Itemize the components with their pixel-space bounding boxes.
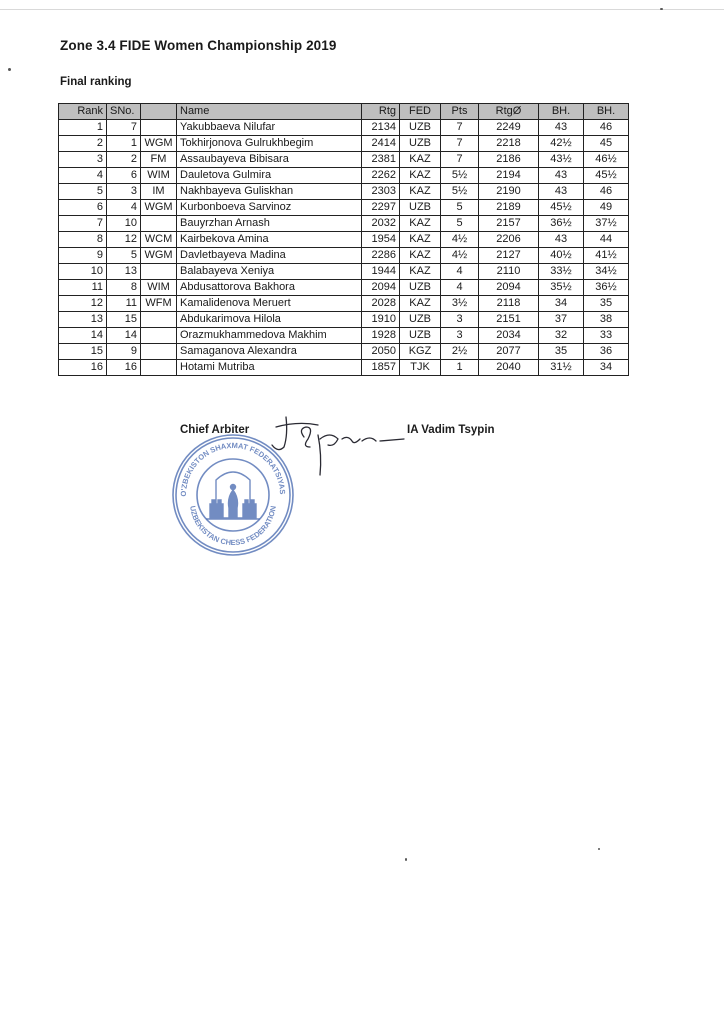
cell-start-number: 15: [107, 312, 141, 328]
cell-buchholz-1: 43½: [539, 152, 584, 168]
cell-start-number: 12: [107, 232, 141, 248]
cell-buchholz-2: 41½: [584, 248, 629, 264]
cell-rating: 1928: [362, 328, 400, 344]
cell-buchholz-2: 36½: [584, 280, 629, 296]
cell-federation: UZB: [400, 136, 441, 152]
table-header-row: [59, 104, 629, 120]
cell-avg-rating: 2151: [479, 312, 539, 328]
cell-points: 5½: [441, 184, 479, 200]
cell-player-name: Abdusattorova Bakhora: [177, 280, 362, 296]
table-row: [59, 296, 629, 312]
table-row: [59, 216, 629, 232]
cell-rating: 1944: [362, 264, 400, 280]
cell-start-number: 14: [107, 328, 141, 344]
table-row: [59, 328, 629, 344]
cell-points: 7: [441, 152, 479, 168]
cell-start-number: 13: [107, 264, 141, 280]
cell-buchholz-2: 46: [584, 120, 629, 136]
cell-rank: 10: [59, 264, 107, 280]
cell-player-name: Kamalidenova Meruert: [177, 296, 362, 312]
chief-arbiter-name: IA Vadim Tsypin: [407, 424, 495, 436]
cell-buchholz-1: 43: [539, 168, 584, 184]
cell-federation: KAZ: [400, 216, 441, 232]
cell-player-name: Bauyrzhan Arnash: [177, 216, 362, 232]
scan-speck: [598, 848, 600, 850]
cell-buchholz-2: 36: [584, 344, 629, 360]
ranking-table-body: [59, 120, 629, 376]
cell-points: 5: [441, 200, 479, 216]
cell-rank: 13: [59, 312, 107, 328]
cell-start-number: 5: [107, 248, 141, 264]
cell-start-number: 6: [107, 168, 141, 184]
cell-federation: KAZ: [400, 232, 441, 248]
cell-rank: 5: [59, 184, 107, 200]
cell-avg-rating: 2157: [479, 216, 539, 232]
cell-player-name: Hotami Mutriba: [177, 360, 362, 376]
cell-points: 5½: [441, 168, 479, 184]
cell-buchholz-1: 42½: [539, 136, 584, 152]
cell-rating: 2050: [362, 344, 400, 360]
cell-points: 4: [441, 264, 479, 280]
column-header-points: Pts: [441, 104, 479, 120]
cell-title: [141, 344, 177, 360]
cell-player-name: Nakhbayeva Guliskhan: [177, 184, 362, 200]
cell-rank: 3: [59, 152, 107, 168]
table-row: [59, 248, 629, 264]
column-header-name: Name: [177, 104, 362, 120]
ranking-table: [58, 103, 629, 376]
cell-player-name: Yakubbaeva Nilufar: [177, 120, 362, 136]
cell-federation: UZB: [400, 328, 441, 344]
cell-start-number: 10: [107, 216, 141, 232]
cell-avg-rating: 2218: [479, 136, 539, 152]
table-row: [59, 344, 629, 360]
section-subtitle: Final ranking: [60, 76, 132, 88]
cell-points: 1: [441, 360, 479, 376]
table-row: [59, 280, 629, 296]
cell-start-number: 8: [107, 280, 141, 296]
cell-buchholz-2: 34½: [584, 264, 629, 280]
column-header-federation: FED: [400, 104, 441, 120]
table-row: [59, 200, 629, 216]
cell-avg-rating: 2189: [479, 200, 539, 216]
scan-edge-line: [0, 9, 724, 10]
table-row: [59, 168, 629, 184]
table-row: [59, 120, 629, 136]
table-row: [59, 312, 629, 328]
cell-start-number: 1: [107, 136, 141, 152]
cell-title: WGM: [141, 200, 177, 216]
cell-points: 3: [441, 312, 479, 328]
cell-player-name: Kurbonboeva Sarvinoz: [177, 200, 362, 216]
cell-avg-rating: 2110: [479, 264, 539, 280]
cell-federation: UZB: [400, 200, 441, 216]
cell-player-name: Dauletova Gulmira: [177, 168, 362, 184]
cell-title: WGM: [141, 248, 177, 264]
cell-buchholz-1: 37: [539, 312, 584, 328]
cell-buchholz-1: 35: [539, 344, 584, 360]
cell-federation: KAZ: [400, 184, 441, 200]
cell-title: WGM: [141, 136, 177, 152]
cell-start-number: 16: [107, 360, 141, 376]
cell-buchholz-2: 44: [584, 232, 629, 248]
cell-player-name: Assaubayeva Bibisara: [177, 152, 362, 168]
cell-points: 2½: [441, 344, 479, 360]
column-header-avg-rating: RtgØ: [479, 104, 539, 120]
cell-buchholz-1: 43: [539, 232, 584, 248]
cell-avg-rating: 2127: [479, 248, 539, 264]
cell-rank: 14: [59, 328, 107, 344]
cell-points: 5: [441, 216, 479, 232]
cell-player-name: Kairbekova Amina: [177, 232, 362, 248]
cell-avg-rating: 2094: [479, 280, 539, 296]
table-row: [59, 360, 629, 376]
cell-points: 4½: [441, 248, 479, 264]
table-row: [59, 264, 629, 280]
cell-rating: 2286: [362, 248, 400, 264]
scan-speck: [660, 8, 663, 10]
cell-buchholz-1: 36½: [539, 216, 584, 232]
cell-points: 4½: [441, 232, 479, 248]
arbiter-signature: [258, 405, 408, 485]
table-row: [59, 232, 629, 248]
cell-player-name: Tokhirjonova Gulrukhbegim: [177, 136, 362, 152]
cell-rating: 2094: [362, 280, 400, 296]
scan-speck: [8, 68, 11, 71]
cell-rating: 2032: [362, 216, 400, 232]
cell-buchholz-2: 33: [584, 328, 629, 344]
cell-rating: 1910: [362, 312, 400, 328]
table-row: [59, 152, 629, 168]
cell-rating: 1857: [362, 360, 400, 376]
cell-avg-rating: 2034: [479, 328, 539, 344]
cell-buchholz-1: 43: [539, 120, 584, 136]
cell-points: 3: [441, 328, 479, 344]
cell-buchholz-2: 49: [584, 200, 629, 216]
cell-buchholz-1: 31½: [539, 360, 584, 376]
cell-federation: UZB: [400, 280, 441, 296]
cell-rating: 2262: [362, 168, 400, 184]
seal-top-text: O'ZBEKISTON SHAXMAT FEDERATSIYAS: [178, 440, 288, 497]
cell-buchholz-2: 37½: [584, 216, 629, 232]
cell-rating: 2134: [362, 120, 400, 136]
cell-player-name: Orazmukhammedova Makhim: [177, 328, 362, 344]
cell-title: FM: [141, 152, 177, 168]
cell-buchholz-2: 34: [584, 360, 629, 376]
cell-rank: 11: [59, 280, 107, 296]
cell-player-name: Davletbayeva Madina: [177, 248, 362, 264]
cell-rating: 1954: [362, 232, 400, 248]
cell-points: 3½: [441, 296, 479, 312]
cell-buchholz-1: 45½: [539, 200, 584, 216]
cell-title: WIM: [141, 280, 177, 296]
cell-buchholz-2: 46½: [584, 152, 629, 168]
scan-speck: [405, 858, 407, 861]
table-row: [59, 184, 629, 200]
cell-title: WCM: [141, 232, 177, 248]
cell-points: 4: [441, 280, 479, 296]
cell-title: [141, 216, 177, 232]
cell-federation: KGZ: [400, 344, 441, 360]
seal-bottom-text: UZBEKISTAN CHESS FEDERATION: [188, 505, 278, 548]
cell-title: [141, 312, 177, 328]
cell-player-name: Samaganova Alexandra: [177, 344, 362, 360]
cell-start-number: 7: [107, 120, 141, 136]
cell-rating: 2028: [362, 296, 400, 312]
cell-rating: 2303: [362, 184, 400, 200]
cell-avg-rating: 2118: [479, 296, 539, 312]
column-header-buchholz-2: BH.: [584, 104, 629, 120]
cell-avg-rating: 2190: [479, 184, 539, 200]
cell-rank: 12: [59, 296, 107, 312]
cell-rank: 4: [59, 168, 107, 184]
cell-avg-rating: 2194: [479, 168, 539, 184]
cell-start-number: 4: [107, 200, 141, 216]
column-header-rating: Rtg: [362, 104, 400, 120]
cell-start-number: 2: [107, 152, 141, 168]
column-header-title: [141, 104, 177, 120]
cell-buchholz-2: 35: [584, 296, 629, 312]
cell-title: [141, 360, 177, 376]
document-title: Zone 3.4 FIDE Women Championship 2019: [60, 38, 337, 53]
chief-arbiter-label: Chief Arbiter: [180, 424, 250, 436]
chess-pieces-icon: [206, 472, 260, 519]
cell-title: IM: [141, 184, 177, 200]
cell-federation: KAZ: [400, 264, 441, 280]
cell-player-name: Balabayeva Xeniya: [177, 264, 362, 280]
cell-start-number: 9: [107, 344, 141, 360]
cell-buchholz-1: 43: [539, 184, 584, 200]
cell-avg-rating: 2206: [479, 232, 539, 248]
cell-buchholz-1: 35½: [539, 280, 584, 296]
cell-rank: 2: [59, 136, 107, 152]
cell-title: WIM: [141, 168, 177, 184]
cell-rank: 1: [59, 120, 107, 136]
cell-avg-rating: 2040: [479, 360, 539, 376]
cell-rank: 8: [59, 232, 107, 248]
cell-buchholz-2: 45: [584, 136, 629, 152]
cell-avg-rating: 2077: [479, 344, 539, 360]
column-header-buchholz-1: BH.: [539, 104, 584, 120]
cell-buchholz-1: 34: [539, 296, 584, 312]
cell-title: [141, 264, 177, 280]
cell-rank: 6: [59, 200, 107, 216]
cell-rating: 2414: [362, 136, 400, 152]
cell-federation: KAZ: [400, 296, 441, 312]
cell-federation: KAZ: [400, 168, 441, 184]
cell-buchholz-1: 33½: [539, 264, 584, 280]
cell-federation: KAZ: [400, 248, 441, 264]
cell-federation: UZB: [400, 120, 441, 136]
cell-title: [141, 120, 177, 136]
table-row: [59, 136, 629, 152]
cell-buchholz-2: 38: [584, 312, 629, 328]
cell-federation: UZB: [400, 312, 441, 328]
cell-buchholz-1: 32: [539, 328, 584, 344]
column-header-sno: SNo.: [107, 104, 141, 120]
cell-federation: TJK: [400, 360, 441, 376]
cell-rank: 7: [59, 216, 107, 232]
cell-rank: 16: [59, 360, 107, 376]
cell-start-number: 11: [107, 296, 141, 312]
cell-avg-rating: 2186: [479, 152, 539, 168]
cell-title: WFM: [141, 296, 177, 312]
column-header-rank: Rank: [59, 104, 107, 120]
cell-player-name: Abdukarimova Hilola: [177, 312, 362, 328]
cell-rating: 2381: [362, 152, 400, 168]
cell-rank: 9: [59, 248, 107, 264]
cell-title: [141, 328, 177, 344]
cell-points: 7: [441, 136, 479, 152]
cell-buchholz-1: 40½: [539, 248, 584, 264]
cell-points: 7: [441, 120, 479, 136]
cell-rank: 15: [59, 344, 107, 360]
cell-avg-rating: 2249: [479, 120, 539, 136]
cell-buchholz-2: 46: [584, 184, 629, 200]
cell-start-number: 3: [107, 184, 141, 200]
cell-rating: 2297: [362, 200, 400, 216]
cell-buchholz-2: 45½: [584, 168, 629, 184]
cell-federation: KAZ: [400, 152, 441, 168]
